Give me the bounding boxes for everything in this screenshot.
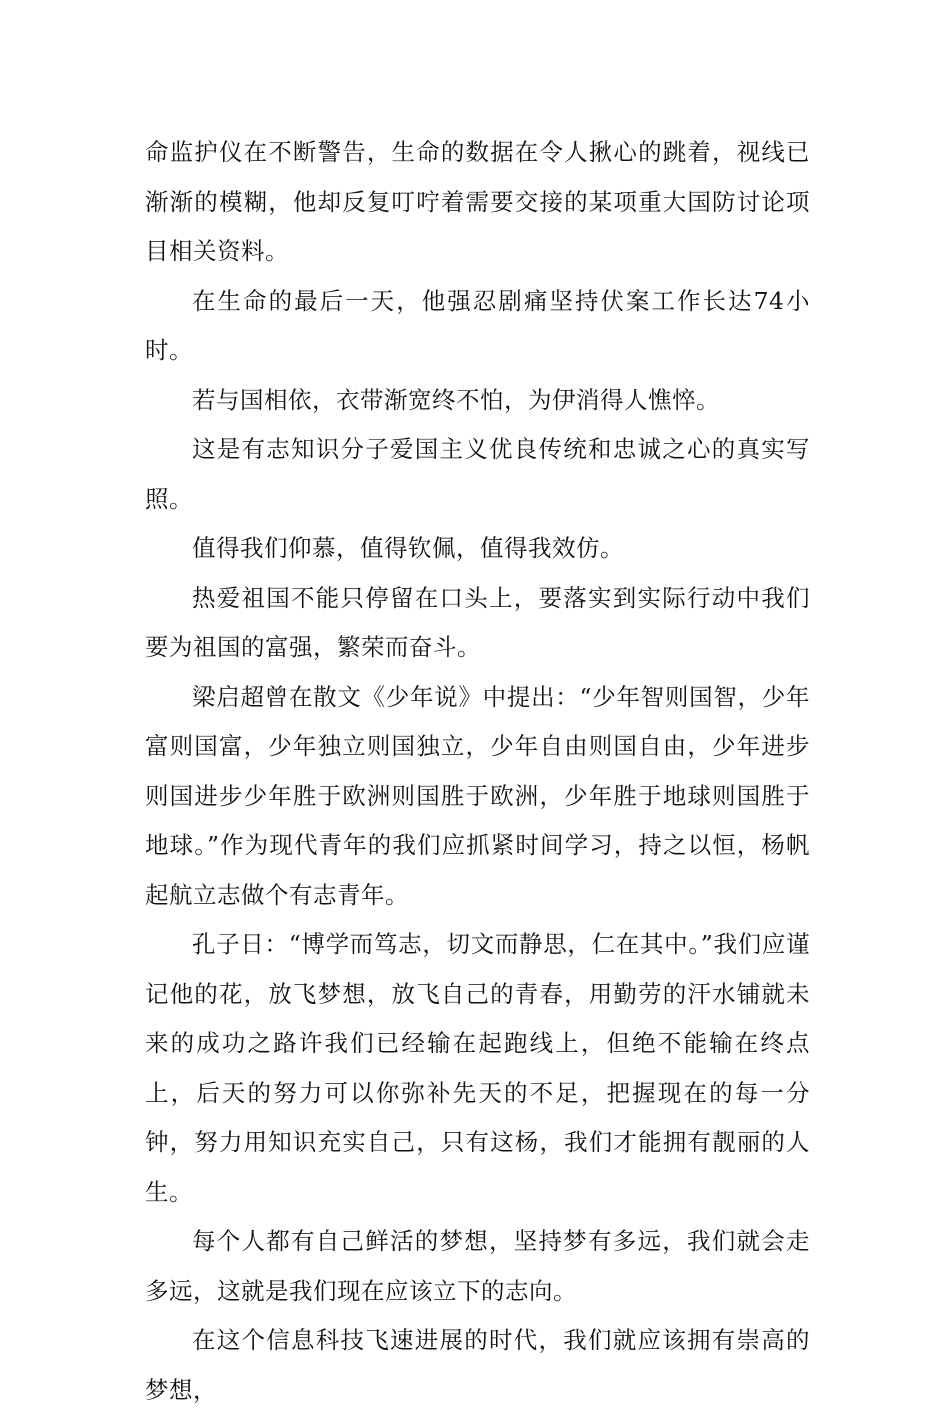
paragraph: 孔子日：“博学而笃志，切文而静思，仁在其中。”我们应谨记他的花，放飞梦想，放飞自己的青春，用勤劳的汗水铺就未来的成功之路许我们已经输在起跑线上，但绝不能输在终点上，后天的努力可以你弥补先天的不足，把握现在的每一分钟，努力用知识充实自己，只有这杨，我们才能拥有靓丽的人生。 — [145, 930, 810, 1206]
paragraph: 梁启超曾在散文《少年说》中提出：“少年智则国智，少年富则国富，少年独立则国独立，少年自由则国自由，少年进步则国进步少年胜于欧洲则国胜于欧洲，少年胜于地球则国胜于地球。”作为现代青年的我们应抓紧时间学习，持之以恒，杨帆起航立志做个有志青年。 — [145, 682, 810, 909]
paragraph: 若与国相依，衣带渐宽终不怕，为伊消得人憔悴。 — [192, 385, 720, 414]
paragraph: 这是有志知识分子爱国主义优良传统和忠诚之心的真实写照。 — [145, 435, 810, 513]
paragraph: 在这个信息科技飞速进展的时代，我们就应该拥有崇高的梦想， — [145, 1326, 810, 1404]
paragraph: 热爱祖国不能只停留在口头上，要落实到实际行动中我们要为祖国的富强，繁荣而奋斗。 — [145, 583, 810, 661]
document-body — [145, 128, 810, 1415]
paragraph: 值得我们仰慕，值得钦佩，值得我效仿。 — [192, 534, 624, 562]
paragraph: 在生命的最后一天，他强忍剧痛坚持伏案工作长达74小时。 — [145, 286, 810, 364]
paragraph-continued: 命监护仪在不断警告，生命的数据在令人揪心的跳着，视线已渐渐的模糊，他却反复叮咛着需要交接的某项重大国防讨论项目相关资料。 — [145, 138, 810, 265]
paragraph: 每个人都有自己鲜活的梦想，坚持梦有多远，我们就会走多远，这就是我们现在应该立下的志向。 — [145, 1227, 810, 1305]
